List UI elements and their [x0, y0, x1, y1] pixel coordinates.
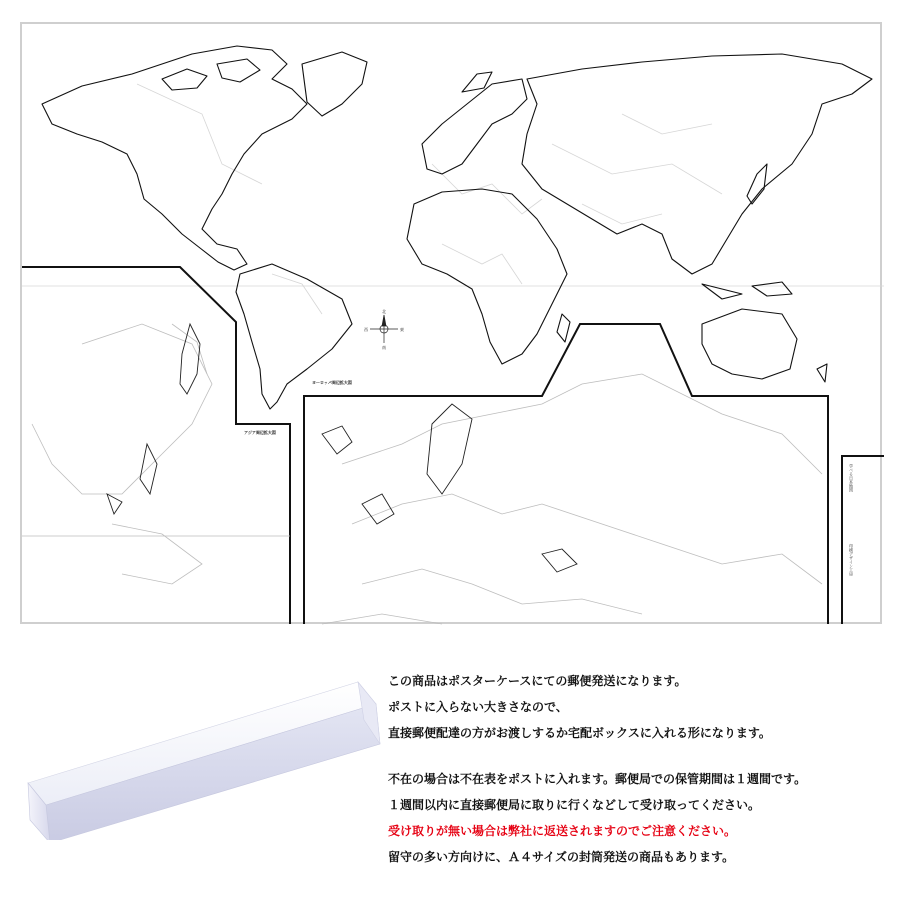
europe-inset-label: ヨーロッパ周辺拡大図: [312, 380, 352, 385]
note-line-3: 直接郵便配達の方がお渡しするか宅配ボックスに入れる形になります。: [388, 726, 771, 740]
north-america-outline: [42, 46, 307, 270]
compass-west: 西: [364, 327, 368, 332]
note-warning-line: 受け取りが無い場合は弊社に返送されますのでご注意ください。: [388, 824, 737, 838]
note-line-4: 不在の場合は不在表をポストに入れます。郵便局での保管期間は１週間です。: [388, 772, 807, 786]
note-line-2: ポストに入らない大きさなので、: [388, 700, 568, 714]
note-line-1: この商品はポスターケースにての郵便発送になります。: [388, 674, 687, 688]
compass-north: 北: [382, 309, 386, 314]
note-line-5: １週間以内に直接郵便局に取りに行くなどして受け取ってください。: [388, 798, 761, 812]
shipping-notes: [388, 668, 893, 870]
asia-inset-label: アジア周辺拡大図: [244, 430, 276, 435]
side-label-main: 学べる日本地図: [849, 464, 854, 492]
compass-south: 南: [382, 345, 386, 350]
world-map-poster: [20, 22, 882, 624]
world-map-outline: [22, 24, 884, 626]
greenland-outline: [302, 52, 367, 116]
side-label-sub: 印刷デザイン工房: [849, 544, 854, 576]
compass-rose-icon: [370, 315, 398, 343]
compass-east: 東: [400, 327, 404, 332]
poster-tube-illustration: [18, 660, 398, 840]
note-line-7: 留守の多い方向けに、Ａ４サイズの封筒発送の商品もあります。: [388, 850, 735, 864]
note-gap: [388, 746, 893, 766]
poster-tube-icon: [18, 660, 398, 840]
asia-inset-border: [22, 267, 290, 624]
europe-outline: [422, 79, 527, 174]
africa-outline: [407, 189, 567, 364]
asia-outline: [522, 54, 872, 274]
australia-outline: [702, 309, 797, 379]
